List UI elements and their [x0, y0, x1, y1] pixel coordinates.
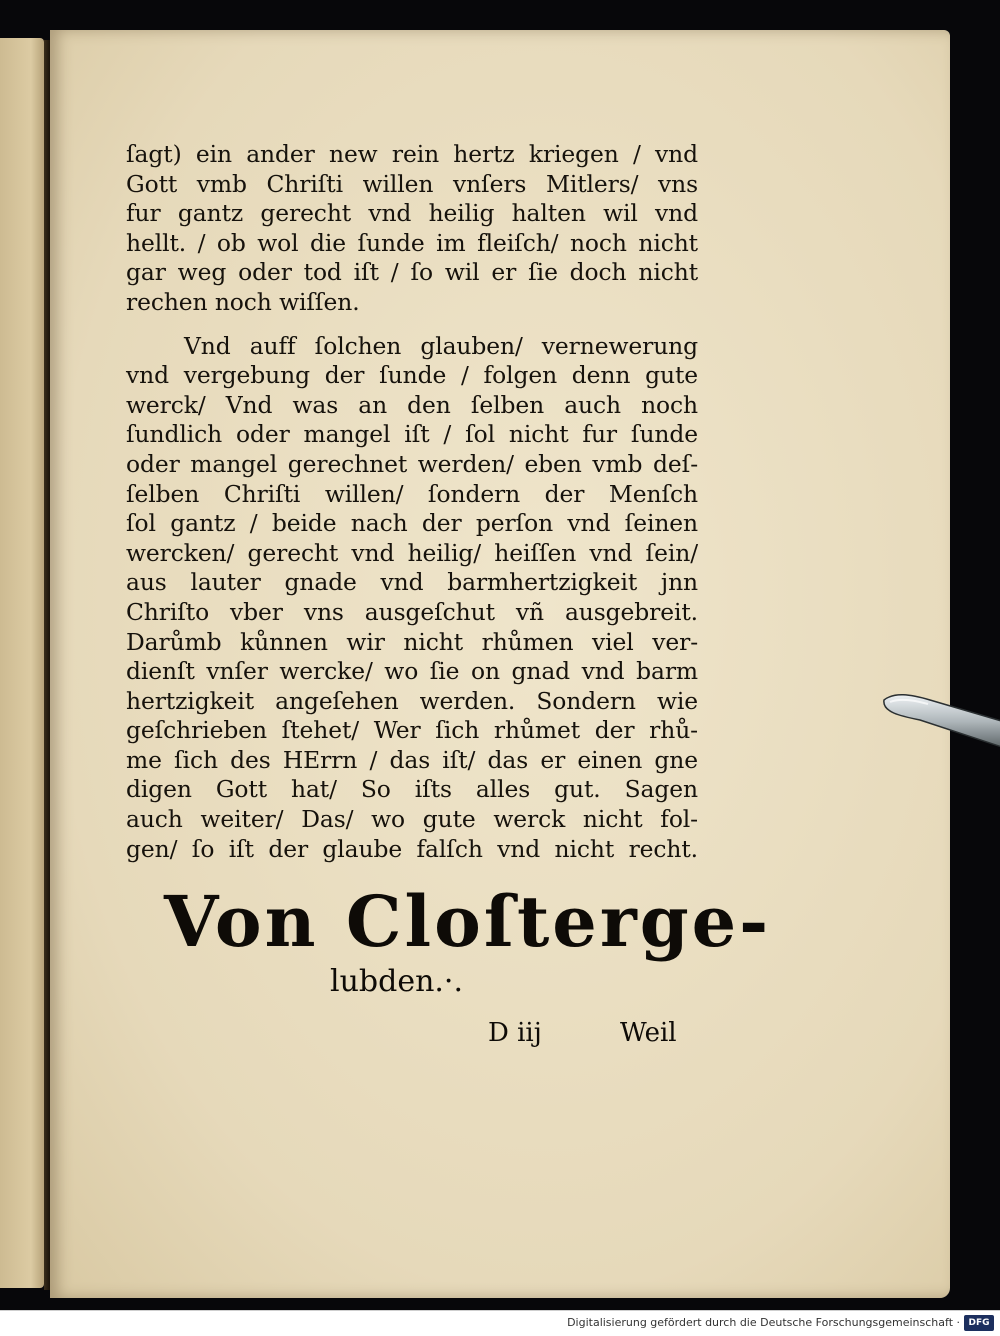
section-heading: Von Cloſterge-	[164, 880, 772, 963]
signature-mark: D iij	[488, 1018, 542, 1048]
catchword: Weil	[620, 1018, 677, 1048]
text-line: gen/ ſo iſt der glaube falſch vnd nicht recht.	[126, 834, 698, 863]
text-line: me ſich des HErrn / das iſt/ das er einen gne	[126, 745, 698, 774]
text-line: Darůmb kůnnen wir nicht rhůmen viel ver-	[126, 627, 698, 656]
text-line: gar weg oder tod iſt / ſo wil er ſie doch nicht	[126, 258, 698, 287]
footer-bar	[0, 1310, 1000, 1336]
text-line: geſchrieben ſtehet/ Wer ſich rhůmet der rhů-	[126, 716, 698, 745]
text-line: ſelben Chriſti willen/ ſondern der Menſch	[126, 479, 698, 508]
text-line: vnd vergebung der ſunde / folgen denn gute	[126, 361, 698, 390]
dfg-logo-icon: DFG	[964, 1315, 994, 1331]
section-heading-continued: lubden.·.	[330, 964, 464, 999]
text-line: hertzigkeit angeſehen werden. Sondern wie	[126, 686, 698, 715]
text-line: Vnd auff ſolchen glauben/ vernewerung	[184, 331, 698, 360]
text-line: ſol gantz / beide nach der perſon vnd ſeinen	[126, 509, 698, 538]
text-line: Gott vmb Chriſti willen vnſers Mitlers/ vns	[126, 169, 698, 198]
pointer-stylus-icon	[880, 686, 1000, 756]
text-line: wercken/ gerecht vnd heilig/ heiſſen vnd ſein/	[126, 538, 698, 567]
text-line: werck/ Vnd was an den ſelben auch noch	[126, 390, 698, 419]
left-page-edge	[0, 38, 44, 1288]
text-line: ſundlich oder mangel iſt / ſol nicht fur ſunde	[126, 420, 698, 449]
text-line: oder mangel gerechnet werden/ eben vmb deſ-	[126, 449, 698, 478]
text-line: hellt. / ob wol die ſunde im fleiſch/ noch nicht	[126, 228, 698, 257]
body-text	[126, 140, 698, 864]
text-line: ſagt) ein ander new rein hertz kriegen / vnd	[126, 140, 698, 168]
text-line: auch weiter/ Das/ wo gute werck nicht fol-	[126, 805, 698, 834]
text-line: aus lauter gnade vnd barmhertzigkeit jnn	[126, 568, 698, 597]
text-line: rechen noch wiſſen.	[126, 287, 360, 316]
text-line: fur gantz gerecht vnd heilig halten wil vnd	[126, 199, 698, 228]
text-line: digen Gott hat/ So iſts alles gut. Sagen	[126, 775, 698, 804]
footer-credit: Digitalisierung gefördert durch die Deutsche Forschungsgemeinschaft ·	[567, 1316, 960, 1329]
text-line: dienſt vnſer wercke/ wo ſie on gnad vnd barm	[126, 657, 698, 686]
text-line: Chriſto vber vns ausgeſchut vñ ausgebreit.	[126, 597, 698, 626]
